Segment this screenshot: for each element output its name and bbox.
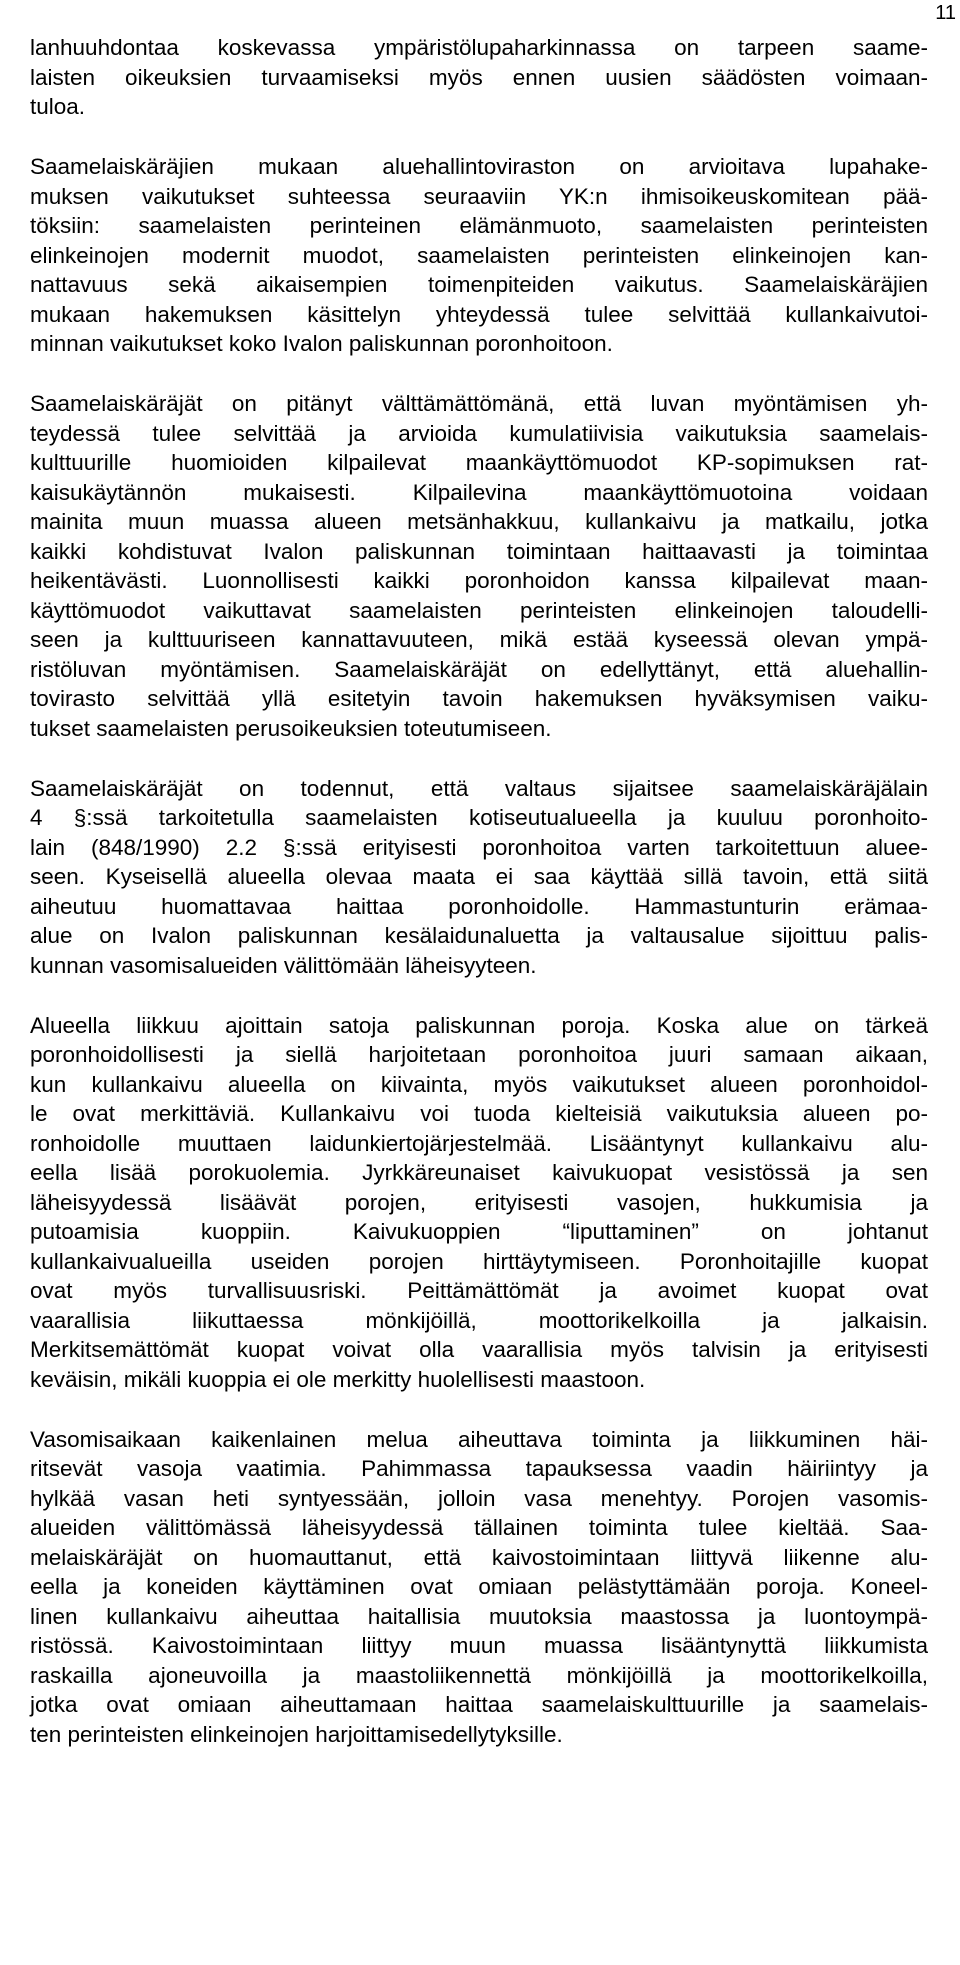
text-line: linen kullankaivu aiheuttaa haitallisia muutoksia maastossa ja luontoympä- <box>30 1603 928 1629</box>
paragraph-gap <box>30 743 928 774</box>
text-line: eella lisää porokuolemia. Jyrkkäreunaiset kaivukuopat vesistössä ja sen <box>30 1160 928 1185</box>
text-line: keväisin, mikäli kuoppia ei ole merkitty huolellisesti maastoon. <box>30 1366 646 1392</box>
text-line: tovirasto selvittää yllä esitetyin tavoin hakemuksen hyväksymisen vaiku- <box>30 686 928 711</box>
text-line: seen. Kyseisellä alueella olevaa maata ei saa käyttää sillä tavoin, että siitä <box>30 864 928 889</box>
text-line: raskailla ajoneuvoilla ja maastoliikennettä mönkijöillä ja moottorikelkoilla, <box>30 1662 928 1688</box>
paragraph <box>30 152 928 359</box>
text-line: mukaan hakemuksen käsittelyn yhteydessä tulee selvittää kullankaivutoi- <box>30 301 928 327</box>
page-number: 11 <box>935 2 956 24</box>
text-line: Saamelaiskäräjät on pitänyt välttämättömänä, että luvan myöntämisen yh- <box>30 391 928 416</box>
text-line: Alueella liikkuu ajoittain satoja paliskunnan poroja. Koska alue on tärkeä <box>30 1012 928 1038</box>
text-line: ristöluvan myöntämisen. Saamelaiskäräjät on edellyttänyt, että aluehallin- <box>30 656 928 682</box>
text-line: melaiskäräjät on huomauttanut, että kaivostoimintaan liittyvä liikenne alu- <box>30 1544 928 1570</box>
paragraph-gap <box>30 1394 928 1425</box>
text-line: töksiin: saamelaisten perinteinen elämänmuoto, saamelaisten perinteisten <box>30 213 928 238</box>
text-line: jotka ovat omiaan aiheuttamaan haittaa saamelaiskulttuurille ja saamelais- <box>30 1692 928 1717</box>
text-line: minnan vaikutukset koko Ivalon paliskunnan poronhoitoon. <box>30 331 613 356</box>
text-line: Vasomisaikaan kaikenlainen melua aiheuttava toiminta ja liikkuminen häi- <box>30 1426 928 1452</box>
text-line: vaarallisia liikuttaessa mönkijöillä, moottorikelkoilla ja jalkaisin. <box>30 1307 928 1333</box>
paragraph <box>30 33 928 122</box>
text-line: aiheutuu huomattavaa haittaa poronhoidolle. Hammastunturin erämaa- <box>30 893 928 919</box>
text-line: Merkitsemättömät kuopat voivat olla vaarallisia myös talvisin ja erityisesti <box>30 1337 928 1362</box>
text-line: teydessä tulee selvittää ja arvioida kumulatiivisia vaikutuksia saamelais- <box>30 420 928 446</box>
text-line: lanhuuhdontaa koskevassa ympäristölupaharkinnassa on tarpeen saame- <box>30 35 928 60</box>
text-line: hylkää vasan heti syntyessään, jolloin vasa menehtyy. Porojen vasomis- <box>30 1485 928 1511</box>
text-line: eella ja koneiden käyttäminen ovat omiaan pelästyttämään poroja. Koneel- <box>30 1574 928 1599</box>
text-line: tukset saamelaisten perusoikeuksien toteutumiseen. <box>30 715 552 741</box>
paragraph <box>30 1425 928 1750</box>
text-line: kun kullankaivu alueella on kiivainta, myös vaikutukset alueen poronhoidol- <box>30 1071 928 1097</box>
text-line: 4 §:ssä tarkoitetulla saamelaisten kotiseutualueella ja kuuluu poronhoito- <box>30 805 928 830</box>
text-line: heikentävästi. Luonnollisesti kaikki poronhoidon kanssa kilpailevat maan- <box>30 568 928 593</box>
text-line: ovat myös turvallisuusriski. Peittämättömät ja avoimet kuopat ovat <box>30 1278 928 1303</box>
text-line: käyttömuodot vaikuttavat saamelaisten perinteisten elinkeinojen taloudelli- <box>30 597 928 623</box>
text-line: kulttuurille huomioiden kilpailevat maankäyttömuodot KP-sopimuksen rat- <box>30 450 928 475</box>
paragraph-gap <box>30 359 928 390</box>
text-line: ten perinteisten elinkeinojen harjoittamisedellytyksille. <box>30 1721 563 1747</box>
text-line: ristössä. Kaivostoimintaan liittyy muun muassa lisääntynyttä liikkumista <box>30 1633 928 1658</box>
paragraph-gap <box>30 980 928 1011</box>
text-line: nattavuus sekä aikaisempien toimenpiteiden vaikutus. Saamelaiskäräjien <box>30 272 928 297</box>
text-line: kullankaivualueilla useiden porojen hirttäytymiseen. Poronhoitajille kuopat <box>30 1248 928 1274</box>
text-line: Saamelaiskäräjät on todennut, että valtaus sijaitsee saamelaiskäräjälain <box>30 775 928 801</box>
text-line: muksen vaikutukset suhteessa seuraaviin YK:n ihmisoikeuskomitean pää- <box>30 183 928 209</box>
text-line: alueiden välittömässä läheisyydessä tällainen toiminta tulee kieltää. Saa- <box>30 1515 928 1540</box>
text-line: mainita muun muassa alueen metsänhakkuu, kullankaivu ja matkailu, jotka <box>30 509 928 534</box>
text-line: Saamelaiskäräjien mukaan aluehallintoviraston on arvioitava lupahake- <box>30 154 928 179</box>
paragraph-gap <box>30 122 928 153</box>
paragraph <box>30 1011 928 1395</box>
text-line: kaisukäytännön mukaisesti. Kilpailevina maankäyttömuotoina voidaan <box>30 479 928 505</box>
text-line: kunnan vasomisalueiden välittömään läheisyyteen. <box>30 952 537 978</box>
text-line: tuloa. <box>30 94 86 119</box>
paragraph <box>30 389 928 743</box>
text-line: ritsevät vasoja vaatimia. Pahimmassa tapauksessa vaadin häiriintyy ja <box>30 1456 928 1481</box>
text-line: seen ja kulttuuriseen kannattavuuteen, mikä estää kyseessä olevan ympä- <box>30 627 928 652</box>
text-line: elinkeinojen modernit muodot, saamelaisten perinteisten elinkeinojen kan- <box>30 242 928 268</box>
text-line: lain (848/1990) 2.2 §:ssä erityisesti poronhoitoa varten tarkoitettuun aluee- <box>30 834 928 860</box>
text-line: läheisyydessä lisäävät porojen, erityisesti vasojen, hukkumisia ja <box>30 1189 928 1215</box>
text-line: le ovat merkittäviä. Kullankaivu voi tuoda kielteisiä vaikutuksia alueen po- <box>30 1101 928 1126</box>
text-line: kaikki kohdistuvat Ivalon paliskunnan toimintaan haittaavasti ja toimintaa <box>30 538 928 564</box>
text-line: putoamisia kuoppiin. Kaivukuoppien “liputtaminen” on johtanut <box>30 1219 928 1244</box>
text-line: poronhoidollisesti ja siellä harjoitetaan poronhoitoa juuri samaan aikaan, <box>30 1042 928 1067</box>
paragraph <box>30 774 928 981</box>
text-line: ronhoidolle muuttaen laidunkiertojärjestelmää. Lisääntynyt kullankaivu alu- <box>30 1130 928 1156</box>
text-line: alue on Ivalon paliskunnan kesälaidunaluetta ja valtausalue sijoittuu palis- <box>30 923 928 948</box>
document-body <box>30 33 928 1749</box>
text-line: laisten oikeuksien turvaamiseksi myös ennen uusien säädösten voimaan- <box>30 64 928 90</box>
